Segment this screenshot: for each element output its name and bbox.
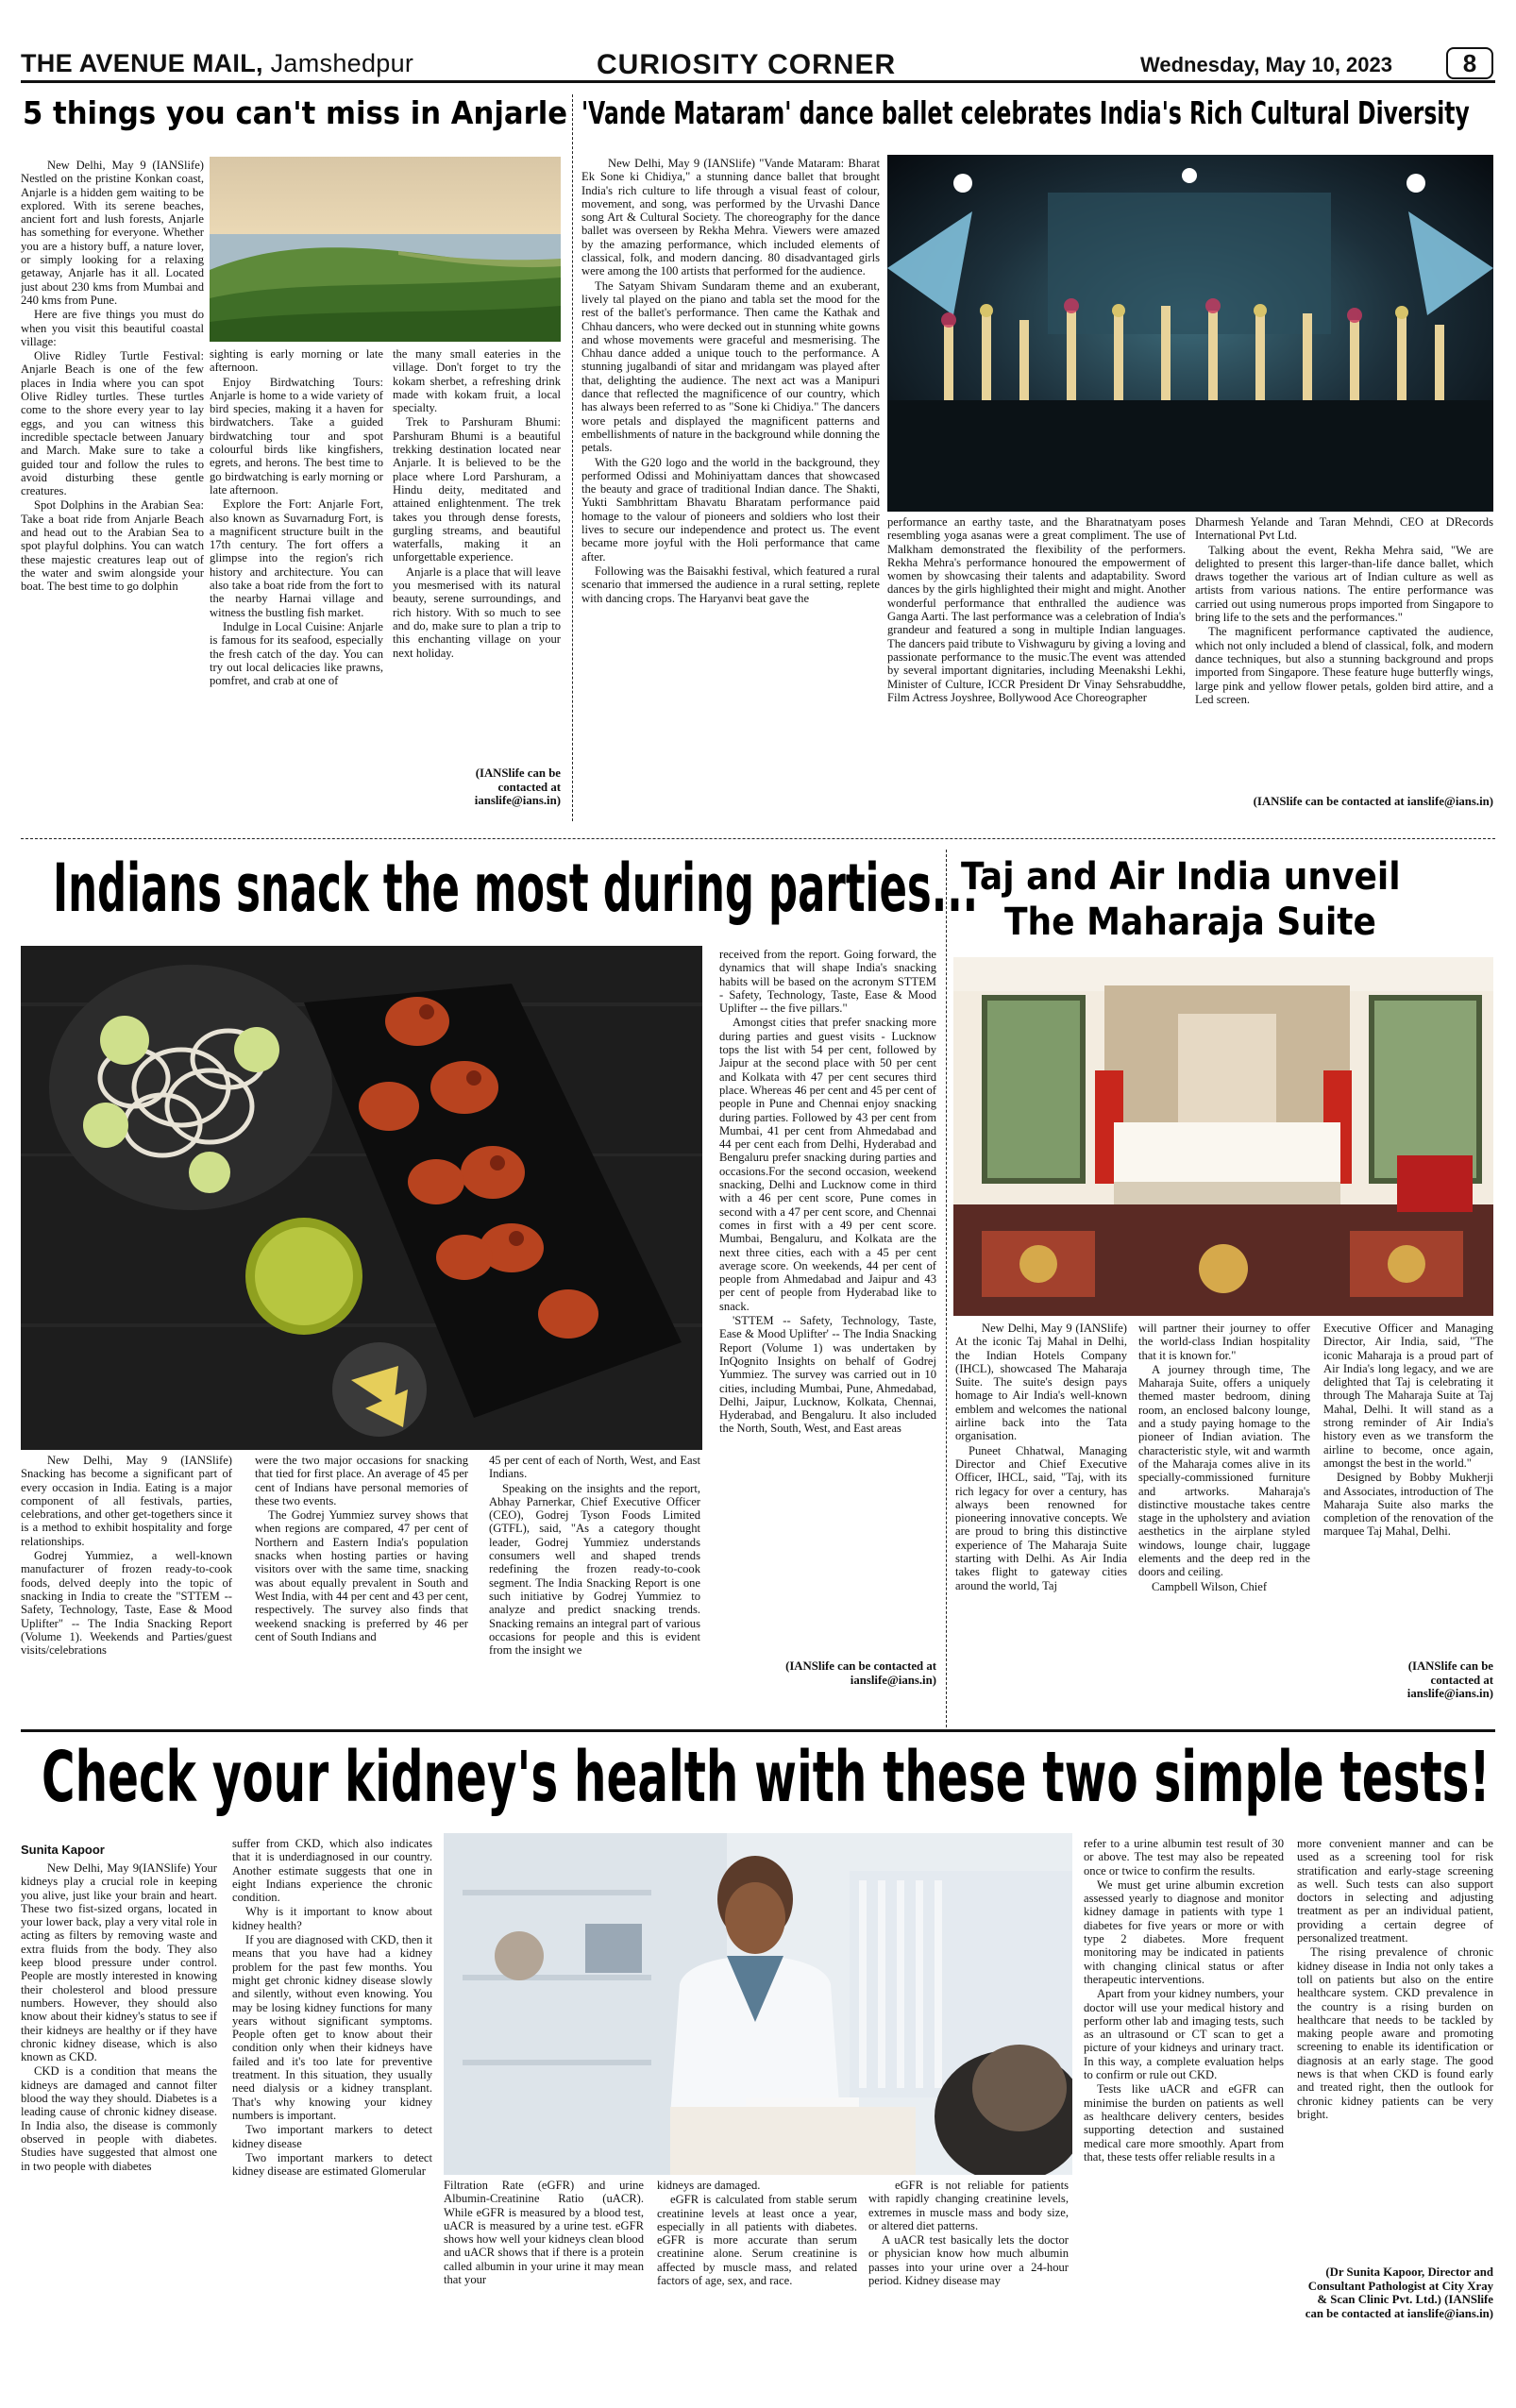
kidney-byline: Sunita Kapoor [21, 1843, 105, 1857]
anjarle-column-2: sighting is early morning or late afternoon. Enjoy Birdwatching Tours: Anjarle is home to a wide variety of bird species, making it a haven for birdwatchers. Take a guided birdwatching tour and spot colourful birds like kingfishers, egrets, and herons. The best time to go birdwatching is early morning or late afternoon. Explore the Fort: Anjarle Fort, also known as Suvarnadurg Fort, is a magnificent structure built in the 17th century. The fort offers a glimpse into the region's rich history and architecture. You can also take a boat ride from the fort to the nearby Harnai village and witness the bustling fish market. Indulge in Local Cuisine: Anjarle is famous for its seafood, especially the fresh catch of the day. You can try out local delicacies like prawns, pomfret, and crab at one of [210, 347, 383, 688]
kidney-credit: (Dr Sunita Kapoor, Director and Consultant Pathologist at City Xray & Scan Clinic Pvt. Ltd.) (IANSlife can be contacted at ianslife@ians.in) [1305, 2265, 1493, 2320]
coast-landscape-image [210, 157, 561, 342]
snack-food-photo [21, 946, 702, 1450]
masthead [21, 47, 1495, 83]
vande-column-1: New Delhi, May 9 (IANSlife) "Vande Mataram: Bharat Ek Sone ki Chidiya," a stunning dance ballet that brought India's rich culture to life through a visual feast of colour, movement, and song, was performed by the Urvashi Dance song Art & Cultural Society. The choreography for the dance ballet was overseen by Rekha Mehra. Viewers were amazed by the amazing performance, which included elements of classical, folk, and modern dancing. 80 disadvantaged girls were among the 100 artists that performed for the audience. The Satyam Shivam Sundaram theme and an exuberant, lively tal played on the piano and tabla set the mood for the rest of the ballet's performance. Then came the Kathak and Chhau dancers, who were decked out in stunning white gowns and whose movements were graceful and mesmerising. The Chhau dance added a unique touch to the performance. A stunning jugalbandi of sitar and mridangam was played after that, delighting the audience. The next act was a Manipuri dance that reflected the magnificence of our country, which has always been referred to as "Sone ki Chidiya." The dancers wore petals and displayed the magnificent patterns and embellishments of nature in the background while donning the petals. With the G20 logo and the world in the background, they performed Odissi and Mohiniyattam dances that showcased the beauty and grace of traditional Indian dance. The Shakti, Yukti Sambhrittam Bhavatu Bharatam performance paid homage to the valour of pioneers and soldiers who lost their lives to secure our independence and protect us. The event became more joyful with the Holi performance that came after. Following was the Baisakhi festival, which featured a rural scenario that immersed the audience in a rural setting, replete with dancing crops. The Haryanvi beat gave the [581, 157, 880, 605]
anjarle-coast-photo [210, 157, 561, 342]
anjarle-credit: (IANSlife can be contacted at ianslife@ians.in) [474, 766, 561, 807]
section-divider [21, 1729, 1495, 1732]
snack-platter-image [21, 946, 702, 1450]
snack-headline: Indians snack the most during parties... [53, 850, 979, 927]
issue-date: Wednesday, May 10, 2023 [1140, 53, 1392, 76]
hotel-suite-image [953, 957, 1493, 1316]
snack-column-1: New Delhi, May 9 (IANSlife) Snacking has become a significant part of every occasion in India. Eating is a major component of all festivals, parties, celebrations, and other get-togethers since it is a method to exhibit hospitality and forge relationships. Godrej Yummiez, a well-known manufacturer of frozen ready-to-cook foods, delved deeply into the topic of snacking in India to create the "STTEM -- Safety, Technology, Taste, Ease & Mood Uplifter" -- The India Snacking Report (Volume 1). Weekends and Parties/guest visits/celebrations [21, 1454, 232, 1658]
doctor-consultation-image [444, 1833, 1072, 2175]
snack-credit: (IANSlife can be contacted at ianslife@ians.in) [785, 1659, 936, 1687]
taj-column-3: Executive Officer and Managing Director, Air India, said, "The iconic Maharaja is a proud part of Air India's long legacy, and we are delighted that Taj is celebrating it through The Maharaja Suite at Taj Mahal, Delhi. It will stand as a strong reminder of Air India's history even as we transform the airline to become, once again, amongst the best in the world." Designed by Bobby Mukherji and Associates, introduction of The Maharaja Suite also marks the completion of the renovation of the marquee Taj Mahal, Delhi. [1323, 1322, 1493, 1539]
anjarle-column-1: New Delhi, May 9 (IANSlife) Nestled on the pristine Konkan coast, Anjarle is a hidden gem waiting to be explored. With its serene beaches, ancient fort and lush forests, Anjarle has something for everyone. Whether you are a history buff, a nature lover, or simply looking for a relaxing getaway, Anjarle has it all. Located just about 230 kms from Mumbai and 240 kms from Pune. Here are five things you must do when you visit this beautiful coastal village: Olive Ridley Turtle Festival: Anjarle Beach is one of the few places in India where you can spot Olive Ridley turtles. These turtles come to the shore every year to lay eggs, and you can witness this incredible spectacle between January and March. Make sure to take a guided tour and follow the rules to avoid disturbing these gentle creatures. Spot Dolphins in the Arabian Sea: Take a boat ride from Anjarle Beach and head out to the Arabian Sea to spot playful dolphins. You can watch these majestic creatures leap out of the water and swim alongside your boat. The best time to go dolphin [21, 159, 204, 594]
kidney-column-4: kidneys are damaged. eGFR is calculated from stable serum creatinine levels at least once a year, especially in all patients with diabetes. eGFR is more accurate than serum creatinine alone. Serum creatinine is affected by muscle mass, and related factors of age, sex, and race. [657, 2179, 857, 2288]
section-divider [21, 838, 1495, 839]
vande-stage-photo [887, 155, 1493, 512]
kidney-column-2: suffer from CKD, which also indicates that it is underdiagnosed in our country. Another estimate suggests that one in eight Indians experience the chronic condition. Why is it important to know about kidney health? If you are diagnosed with CKD, then it means that you have had a kidney problem for the past few months. You might get chronic kidney disease slowly and silently, without even knowing. You may be losing kidney functions for many years without significant symptoms. People often get to know about their condition only when their kidneys have failed and it's too late for preventive treatment. In this situation, they usually need dialysis or a kidney transplant. That's why knowing your kidney numbers is important. Two important markers to detect kidney disease Two important markers to detect kidney disease are estimated Glomerular [232, 1837, 432, 2179]
vande-column-3: Dharmesh Yelande and Taran Mehndi, CEO at DRecords International Pvt Ltd. Talking about the event, Rekha Mehra said, "We are delighted to present this larger-than-life dance ballet, which draws together the various art of Indian culture as well as artists from various nations. The entire performance was carried out using numerous props imported from Singapore to bring life to the sets and the performances." The magnificent performance captivated the audience, which not only included a blend of classical, folk, and modern dance techniques, but also a stunning background and props imported from Singapore. These feature huge butterfly wings, large pink and yellow flower petals, golden bird attire, and a Led screen. [1195, 515, 1493, 706]
vande-headline: 'Vande Mataram' dance ballet celebrates India's Rich Cultural Diversity [581, 94, 1470, 131]
snack-column-3: 45 per cent of each of North, West, and East Indians. Speaking on the insights and the report, Abhay Parnerkar, Chief Executive Officer (CEO), Godrej Tyson Foods Limited (GTFL), said, "As a category thought leader, Godrej Yummiez understands consumers well and shaped trends redefining the frozen ready-to-cook segment. The India Snacking Report is one such initiative by Godrej Yummiez to analyze and predict snacking trends. Snacking remains an integral part of various occasions for people and this is evident from the insight we [489, 1454, 700, 1658]
column-divider [946, 850, 947, 1727]
taj-suite-photo [953, 957, 1493, 1316]
anjarle-column-3: the many small eateries in the village. Don't forget to try the kokam sherbet, a refreshing drink made with kokam fruit, a local specialty. Trek to Parshuram Bhumi: Parshuram Bhumi is a beautiful trekking destination located near Anjarle. It is believed to be the place where Lord Parshuram, a Hindu deity, meditated and attained enlightenment. The trek takes you through dense forests, gurgling streams, and beautiful waterfalls, making it an unforgettable experience. Anjarle is a place that will leave you mesmerised with its natural beauty, serene surroundings, and rich history. With so much to see and do, make sure to plan a trip to this enchanting village on your next holiday. [393, 347, 561, 660]
kidney-doctor-photo [444, 1833, 1072, 2175]
snack-column-4: received from the report. Going forward, the dynamics that will shape India's snacking habits will be based on the acronym STTEM - Safety, Technology, Taste, Ease & Mood Uplifter -- the five pillars." Amongst cities that prefer snacking more during parties and guest visits - Lucknow tops the list with 54 per cent, followed by Jaipur at the second place with 50 per cent and Kolkata with 47 per cent secures third place. Whereas 46 per cent and 45 per cent of people in Pune and Chennai enjoy snacking during parties. Followed by 43 per cent from Mumbai, 41 per cent from Ahmedabad and 44 per cent each from Delhi, Hyderabad and Bengaluru prefer snacking during parties and occasions.For the second occasion, weekend snacking, Delhi and Lucknow come in third with a 46 per cent score, Pune comes in second with a 47 per cent score, and Chennai comes in first with a 49 per cent score. Mumbai, Bengaluru, and Kolkata are the next three cities, each with a 45 per cent average score. On weekends, 44 per cent of people from Ahmedabad and Jaipur and 43 per cent of people from Hyderabad like to snack. 'STTEM -- Safety, Technology, Taste, Ease & Mood Uplifter' -- The India Snacking Report (Volume 1) was undertaken by InQognito Insights on behalf of Godrej Yummiez. The survey was carried out in 10 cities, including Mumbai, Pune, Ahmedabad, Delhi, Jaipur, Lucknow, Kolkata, Chennai, Hyderabad, and Bengaluru. It also included the North, South, West, and East areas [719, 948, 936, 1436]
taj-column-1: New Delhi, May 9 (IANSlife) At the iconic Taj Mahal in Delhi, the Indian Hotels Company (IHCL), showcased The Maharaja Suite. The suite's design pays homage to Air India's well-known emblem and welcomes the national airline back into the Tata organisation. Puneet Chhatwal, Managing Director and Chief Executive Officer, IHCL, said, "Taj, with its rich legacy for over a century, has always been renowned for pioneering innovative concepts. We are proud to bring this distinctive experience of The Maharaja Suite starting with Delhi. As Air India takes flight to gateway cities around the world, Taj [955, 1322, 1127, 1592]
anjarle-headline: 5 things you can't miss in Anjarle [23, 94, 568, 131]
kidney-column-3: Filtration Rate (eGFR) and urine Albumin-Creatinine Ratio (uACR). While eGFR is measured by a blood test, uACR is measured by a urine test. eGFR shows how well your kidneys clean blood and uACR shows that if there is a protein called albumin in your urine it may mean that your [444, 2179, 644, 2287]
kidney-column-1: New Delhi, May 9(IANSlife) Your kidneys play a crucial role in keeping you alive, just like your brain and heart. These two fist-sized organs, located in your lower back, play a very vital role in acting as filters by removing waste and extra fluids from the body. They also keep blood pressure under control. People are mostly interested in knowing their cholesterol and blood pressure numbers. However, they should also know about their kidney's status to see if their kidneys are healthy or if they have chronic kidney disease, which is also known as CKD. CKD is a condition that means the kidneys are damaged and cannot filter blood the way they should. Diabetes is a leading cause of chronic kidney disease. In India also, the disease is commonly observed in people with diabetes. Studies have suggested that almost one in two people with diabetes [21, 1861, 217, 2173]
taj-headline-line-1: Taj and Air India unveil [961, 855, 1401, 899]
kidney-headline: Check your kidney's health with these two simple tests! [42, 1737, 1491, 1818]
kidney-column-7: more convenient manner and can be used as a screening tool for risk stratification and early-stage screening as well. Such tests can also support doctors in selecting and adjusting treatment as per an individual patient, providing a certain degree of personalized treatment. The rising prevalence of chronic kidney disease in India not only takes a toll on patients but also on the entire healthcare system. CKD prevalence in the country is a rising burden on healthcare that needs to be tackled by making people aware and promoting screening to enable its identification or diagnosis at an early stage. The good news is that when CKD is found early and treated right, then the outlook for chronic kidney patients can be very bright. [1297, 1837, 1493, 2121]
kidney-column-5: eGFR is not reliable for patients with rapidly changing creatinine levels, extremes in muscle mass and body size, or altered diet patterns. A uACR test basically lets the doctor or physician know how much albumin passes into your urine over a 24-hour period. Kidney disease may [868, 2179, 1069, 2288]
section-title: CURIOSITY CORNER [597, 49, 897, 80]
taj-column-2: will partner their journey to offer the world-class Indian hospitality that it is known for." A journey through time, The Maharaja Suite, offers a uniquely themed master bedroom, dining room, an enclosed balcony lounge, and a study paying homage to the pioneer of Indian aviation. The characteristic style, wit and warmth of the Maharaja comes alive in its specially-commissioned furniture and artworks. Maharaja's distinctive moustache takes centre stage in the upholstery and aviation aesthetics in the airplane styled windows, lounge chair, luggage elements and the deep red in the doors and ceiling. Campbell Wilson, Chief [1138, 1322, 1310, 1593]
taj-headline-line-2: The Maharaja Suite [1004, 901, 1376, 944]
page-number: 8 [1446, 47, 1493, 79]
kidney-column-6: refer to a urine albumin test result of 30 or above. The test may also be repeated once or twice to confirm the results. We must get urine albumin excretion assessed yearly to diagnose and monitor kidney damage in patients with type 1 diabetes for five years or more or with type 2 diabetes. More frequent monitoring may be indicated in patients with changing clinical status or after therapeutic interventions. Apart from your kidney numbers, your doctor will use your medical history and perform other lab and imaging tests, such as an ultrasound or CT scan to get a picture of your kidneys and urinary tract. In this way, a complete evaluation helps to confirm or rule out CKD. Tests like uACR and eGFR can minimise the burden on patients as well as healthcare delivery centers, besides supporting detection and sustained medical care more smoothly. Apart from that, these tests offer reliable results in a [1084, 1837, 1284, 2164]
snack-column-2: were the two major occasions for snacking that tied for first place. An average of 45 per cent of Indians have personal memories of these two events. The Godrej Yummiez survey shows that when regions are compared, 47 per cent of Northern and Eastern India's population snacks when hosting parties or having visitors over with the same time, snacking was about equally prevalent in South and West India, with 44 per cent and 43 per cent, respectively. The survey also finds that weekend snacking is preferred by 46 per cent of South Indians and [255, 1454, 468, 1643]
dance-stage-image [887, 155, 1493, 512]
paper-name: THE AVENUE MAIL, Jamshedpur [21, 49, 414, 77]
column-divider [572, 94, 573, 821]
taj-credit: (IANSlife can be contacted at ianslife@ians.in) [1407, 1659, 1493, 1700]
vande-column-2: performance an earthy taste, and the Bharatnatyam poses resembling yoga asanas were a great compliment. The use of Malkham demonstrated the flexibility of the performers. Rekha Mehra's performance honoured the empowerment of women by showcasing their talents and adaptability. Sword dances by the girls highlighted their might and might. Another wonderful performance that enthralled the audience was Ganga Aarti. The last performance was a celebration of India's grandeur and featured a song in multiple Indian languages. The dancers paid tribute to Vishwaguru by giving a loving and passionate performance to the music.The event was attended by several important dignitaries, including Meenakshi Lekhi, Minister of Culture, ICCR President Dr Vinay Sehsrabuddhe, Film Actress Joyshree, Bollywood Ace Choreographer [887, 515, 1186, 704]
vande-credit: (IANSlife can be contacted at ianslife@ians.in) [1253, 795, 1493, 808]
